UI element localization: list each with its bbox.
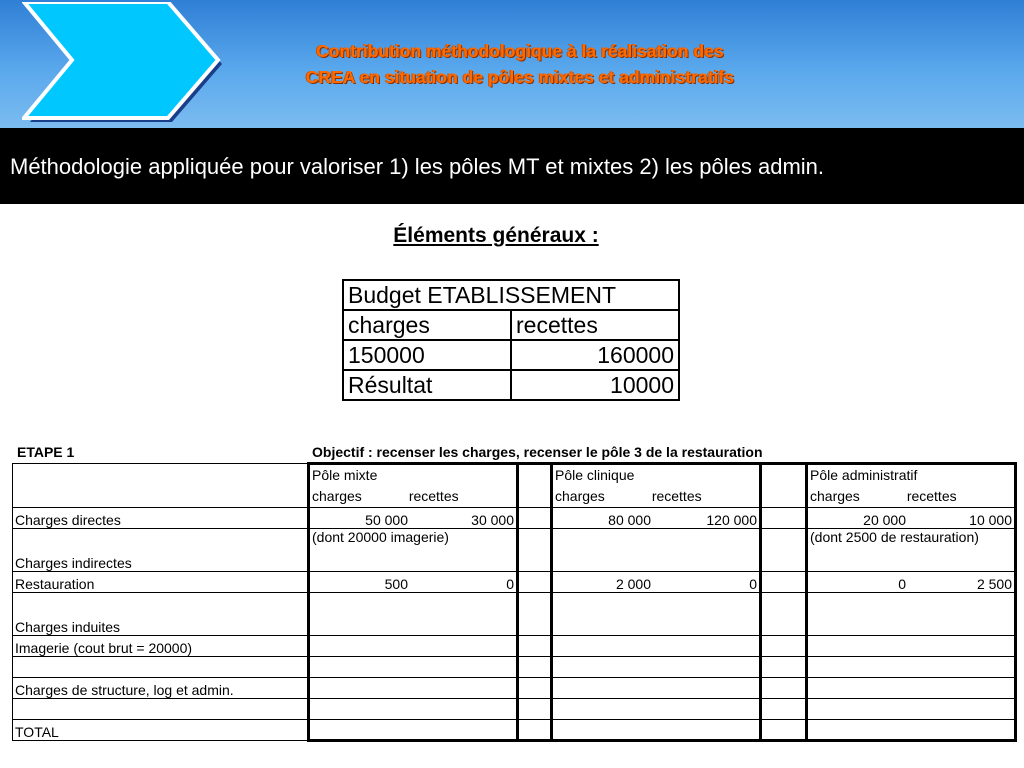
pole-clinique-empty (552, 529, 761, 572)
charges-value: 500 (384, 576, 408, 592)
spacer-cell (761, 464, 807, 508)
etape-title: ETAPE 1 (17, 444, 75, 460)
spacer-cell (518, 572, 552, 593)
pole-admin-header (807, 464, 1016, 508)
row-label: TOTAL (13, 720, 309, 741)
header-title (230, 38, 810, 90)
budget-col-recettes: recettes (511, 310, 679, 340)
pole-mixte-values (309, 572, 518, 593)
row-label: Charges directes (13, 508, 309, 529)
recettes-value: 2 500 (976, 576, 1012, 592)
empty-cell (552, 657, 761, 678)
empty-cell (552, 678, 761, 699)
spacer-cell (518, 508, 552, 529)
recettes-value: 0 (749, 576, 757, 592)
row-label: Imagerie (cout brut = 20000) (13, 636, 309, 657)
recettes-value: 0 (506, 576, 514, 592)
spacer-cell (761, 508, 807, 529)
pole-admin-note: (dont 2500 de restauration) (807, 529, 1016, 572)
spacer-cell (518, 593, 552, 636)
empty-cell (309, 699, 518, 720)
empty-cell (807, 699, 1016, 720)
charges-value: 0 (898, 576, 906, 592)
table-row (13, 572, 1016, 593)
etape-header-label (13, 464, 309, 508)
pole-clinique-charges-label: charges (555, 488, 605, 504)
charges-value: 2 000 (615, 576, 651, 592)
table-row (13, 678, 1016, 699)
empty-cell (309, 720, 518, 741)
table-row (13, 508, 1016, 529)
empty-cell (552, 593, 761, 636)
pole-clinique-header (552, 464, 761, 508)
row-label: Charges induites (13, 593, 309, 636)
spacer-cell (518, 657, 552, 678)
spacer-cell (761, 678, 807, 699)
charges-value: 20 000 (863, 512, 906, 528)
table-row (13, 636, 1016, 657)
empty-cell (807, 720, 1016, 741)
empty-cell (807, 657, 1016, 678)
budget-result-label: Résultat (343, 370, 511, 400)
pole-mixte-note: (dont 20000 imagerie) (309, 529, 518, 572)
table-row (13, 657, 1016, 678)
spacer-cell (518, 529, 552, 572)
charges-value: 80 000 (608, 512, 651, 528)
spacer-cell (518, 636, 552, 657)
spacer-cell (761, 593, 807, 636)
spacer-cell (518, 678, 552, 699)
row-label (13, 699, 309, 720)
pole-mixte-values (309, 508, 518, 529)
chevron-right-icon (22, 2, 227, 126)
empty-cell (552, 699, 761, 720)
spacer-cell (518, 464, 552, 508)
pole-admin-charges-label: charges (810, 488, 860, 504)
pole-clinique-title: Pôle clinique (555, 467, 635, 483)
pole-admin-values (807, 508, 1016, 529)
empty-cell (309, 593, 518, 636)
row-label: Charges indirectes (13, 529, 309, 572)
pole-admin-title: Pôle administratif (810, 467, 918, 483)
section-heading: Éléments généraux : (393, 224, 599, 247)
table-row (13, 720, 1016, 741)
pole-clinique-values (552, 572, 761, 593)
spacer-cell (518, 699, 552, 720)
budget-title: Budget ETABLISSEMENT (343, 280, 679, 310)
spacer-cell (761, 529, 807, 572)
pole-mixte-charges-label: charges (312, 488, 362, 504)
recettes-value: 30 000 (471, 512, 514, 528)
pole-mixte-header (309, 464, 518, 508)
pole-clinique-values (552, 508, 761, 529)
spacer-cell (761, 657, 807, 678)
charges-value: 50 000 (365, 512, 408, 528)
pole-admin-recettes-label: recettes (906, 488, 957, 504)
empty-cell (807, 678, 1016, 699)
spacer-cell (761, 720, 807, 741)
empty-cell (309, 678, 518, 699)
row-label: Restauration (13, 572, 309, 593)
table-row (13, 593, 1016, 636)
table-row (13, 529, 1016, 572)
empty-cell (552, 720, 761, 741)
pole-admin-values (807, 572, 1016, 593)
row-label (13, 657, 309, 678)
table-row (13, 699, 1016, 720)
spacer-cell (761, 699, 807, 720)
spacer-cell (761, 636, 807, 657)
etape-objectif: Objectif : recenser les charges, recenser le pôle 3 de la restauration (312, 444, 763, 460)
empty-cell (309, 657, 518, 678)
recettes-value: 10 000 (969, 512, 1012, 528)
recettes-value: 120 000 (706, 512, 757, 528)
pole-clinique-recettes-label: recettes (651, 488, 702, 504)
budget-recettes-value: 160000 (511, 340, 679, 370)
subtitle: Méthodologie appliquée pour valoriser 1) les pôles MT et mixtes 2) les pôles admin. (10, 154, 825, 179)
etape-table (12, 462, 1017, 742)
budget-result-value: 10000 (511, 370, 679, 400)
empty-cell (807, 636, 1016, 657)
empty-cell (309, 636, 518, 657)
header-title-line2: CREA en situation de pôles mixtes et administratifs (305, 67, 735, 87)
empty-cell (807, 593, 1016, 636)
pole-mixte-title: Pôle mixte (312, 467, 378, 483)
spacer-cell (518, 720, 552, 741)
empty-cell (552, 636, 761, 657)
budget-table (342, 279, 680, 401)
header-title-line1: Contribution méthodologique à la réalisation des (316, 41, 724, 61)
spacer-cell (761, 572, 807, 593)
budget-charges-value: 150000 (343, 340, 511, 370)
row-label: Charges de structure, log et admin. (13, 678, 309, 699)
pole-mixte-recettes-label: recettes (408, 488, 459, 504)
budget-col-charges: charges (343, 310, 511, 340)
